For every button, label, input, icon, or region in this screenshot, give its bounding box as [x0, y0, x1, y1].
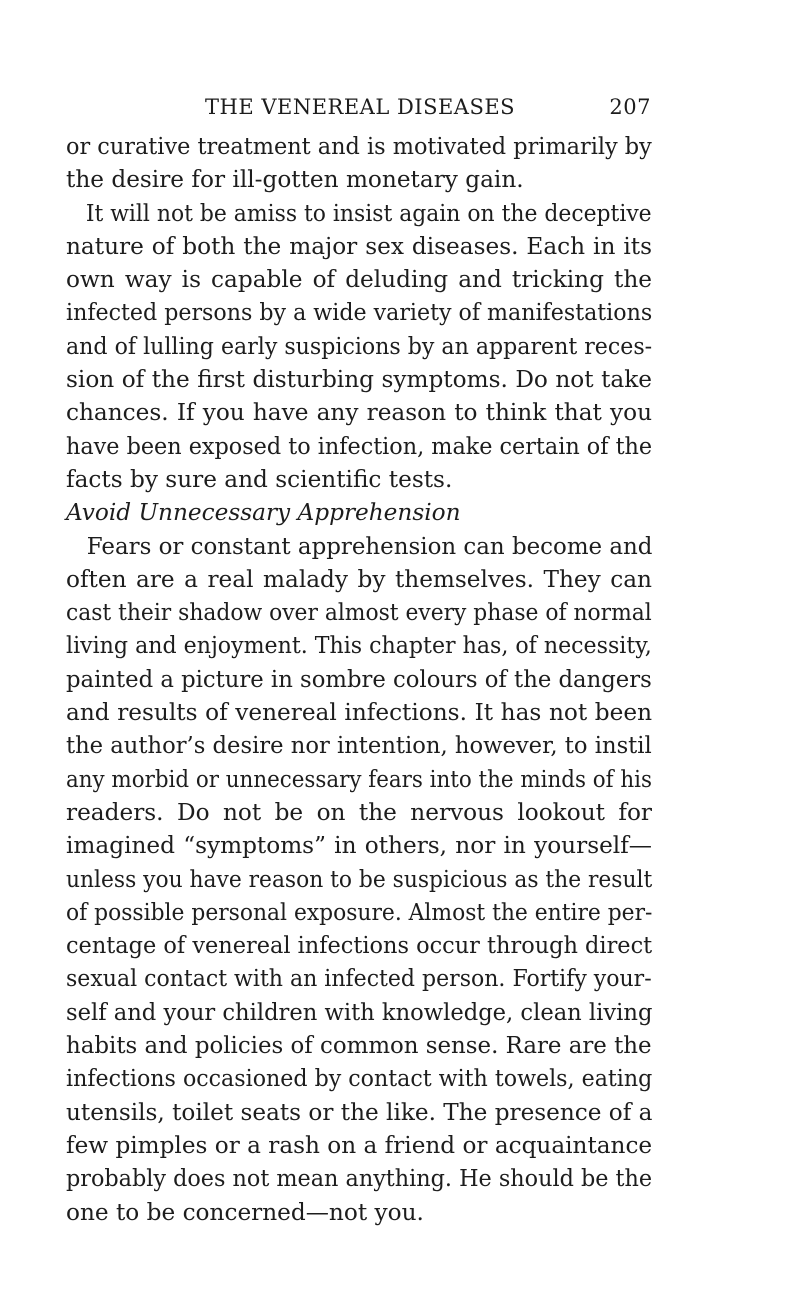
- text-line: own way is capable of deluding and tricking the: [66, 266, 652, 294]
- text-line: and results of venereal infections. It has not been: [66, 699, 652, 727]
- running-title: THE VENEREAL DISEASES: [205, 95, 516, 119]
- text-line: of possible personal exposure. Almost the entire per-: [66, 898, 653, 926]
- body-text: [66, 130, 652, 1229]
- text-line: the author’s desire nor intention, however, to instil: [66, 732, 652, 760]
- text-line: often are a real malady by themselves. They can: [66, 565, 652, 593]
- text-line: living and enjoyment. This chapter has, of necessity,: [66, 632, 652, 660]
- text-line: few pimples or a rash on a friend or acquaintance: [66, 1131, 653, 1159]
- text-line: centage of venereal infections occur through direct: [66, 932, 653, 960]
- text-line: Fears or constant apprehension can become and: [86, 532, 653, 560]
- text-line: nature of both the major sex diseases. Each in its: [66, 232, 652, 260]
- text-line: unless you have reason to be suspicious as the result: [66, 865, 653, 893]
- text-line: sexual contact with an infected person. Fortify your-: [66, 965, 652, 993]
- text-line: the desire for ill-gotten monetary gain.: [66, 166, 524, 194]
- text-line: utensils, toilet seats or the like. The presence of a: [66, 1098, 653, 1126]
- text-line: infections occasioned by contact with towels, eating: [66, 1065, 653, 1093]
- text-line: infected persons by a wide variety of manifestations: [66, 299, 653, 327]
- text-line: or curative treatment and is motivated primarily by: [66, 133, 652, 160]
- text-line: painted a picture in sombre colours of the dangers: [66, 665, 652, 693]
- text-line: chances. If you have any reason to think that you: [66, 399, 652, 427]
- text-line: It will not be amiss to insist again on the deceptive: [85, 199, 652, 227]
- running-head: [205, 92, 651, 122]
- text-line: one to be concerned—not you.: [66, 1198, 424, 1226]
- text-line: self and your children with knowledge, clean living: [66, 998, 653, 1026]
- text-line: imagined “symptoms” in others, nor in yourself—: [66, 832, 652, 860]
- text-line: facts by sure and scientific tests.: [66, 465, 453, 493]
- text-line: cast their shadow over almost every phase of normal: [66, 599, 652, 627]
- page-number: 207: [609, 95, 651, 119]
- text-line: readers. Do not be on the nervous lookout for: [66, 798, 652, 826]
- text-line: habits and policies of common sense. Rare are the: [66, 1032, 652, 1060]
- text-line: sion of the first disturbing symptoms. Do not take: [66, 366, 652, 394]
- text-line: any morbid or unnecessary fears into the minds of his: [66, 765, 652, 793]
- text-line: and of lulling early suspicions by an apparent reces-: [66, 332, 653, 360]
- section-heading: Avoid Unnecessary Apprehension: [66, 499, 461, 527]
- text-line: have been exposed to infection, make certain of the: [66, 432, 653, 460]
- text-line: probably does not mean anything. He should be the: [66, 1165, 653, 1193]
